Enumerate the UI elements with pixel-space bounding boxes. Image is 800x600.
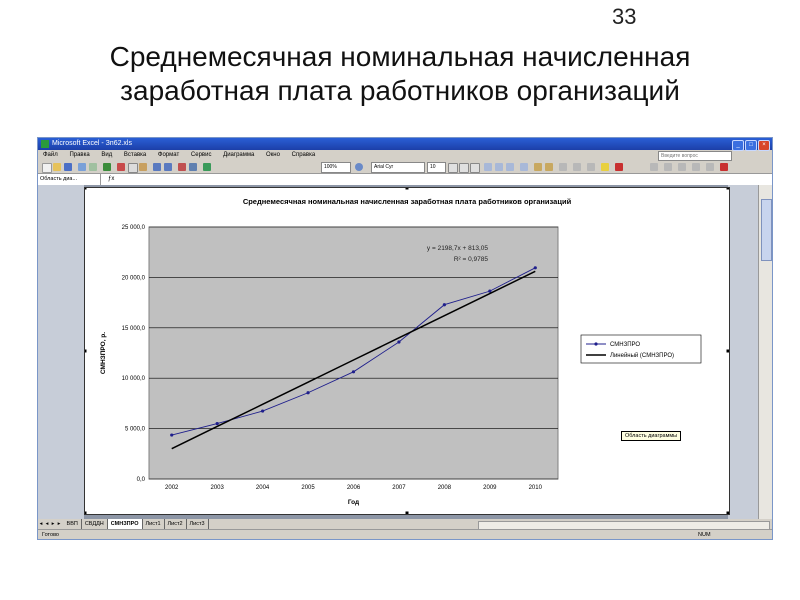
status-num: NUM	[698, 532, 711, 538]
tab-smnzpro[interactable]: СМНЗПРО	[108, 519, 143, 529]
undo-icon[interactable]	[153, 163, 161, 171]
chart-type-icon[interactable]	[650, 163, 658, 171]
data-point	[216, 422, 219, 425]
menu-file[interactable]: Файл	[43, 152, 58, 158]
x-axis-label: Год	[347, 499, 360, 506]
copy-icon[interactable]	[128, 163, 138, 173]
x-tick-label: 2002	[165, 485, 179, 491]
name-box[interactable]: Область диа...	[38, 174, 101, 185]
fx-icon[interactable]: ƒx	[108, 176, 115, 182]
currency-icon[interactable]	[534, 163, 542, 171]
excel-app-icon	[41, 140, 49, 148]
selection-handle	[85, 512, 87, 515]
chart-options-icon[interactable]	[720, 163, 728, 171]
font-name-select[interactable]: Arial Cyr	[371, 162, 425, 173]
window-title: Microsoft Excel - Зп62.xls	[52, 140, 132, 147]
x-tick-label: 2005	[301, 485, 315, 491]
excel-window	[37, 137, 773, 540]
chart-title: Среднемесячная номинальная начисленная заработная плата работников организаций	[242, 197, 572, 206]
help-icon[interactable]	[355, 163, 363, 171]
menu-format[interactable]: Формат	[157, 152, 180, 158]
zoom-select[interactable]: 100%	[321, 162, 351, 173]
legend-icon[interactable]	[664, 163, 672, 171]
legend-label-smnzpro: СМНЗПРО	[610, 342, 641, 348]
menu-bar	[38, 150, 772, 161]
font-color-icon[interactable]	[615, 163, 623, 171]
left-margin	[38, 185, 84, 519]
last-sheet-icon[interactable]: ▸	[57, 521, 61, 527]
data-point	[443, 303, 446, 306]
tab-list3[interactable]: Лист3	[187, 519, 209, 529]
maximize-button[interactable]: □	[745, 140, 757, 151]
x-tick-label: 2004	[255, 485, 270, 491]
slide-title: Среднемесячная номинальная начисленная заработная плата работников организаций	[109, 41, 691, 106]
decimal-icon[interactable]	[559, 163, 567, 171]
chart-area[interactable]	[84, 187, 730, 515]
by-row-icon[interactable]	[692, 163, 700, 171]
fill-color-icon[interactable]	[601, 163, 609, 171]
selection-handle	[85, 188, 87, 190]
indent-icon[interactable]	[573, 163, 581, 171]
y-tick-label: 20 000,0	[121, 275, 145, 282]
chart-area-tooltip: Область диаграммы	[621, 431, 681, 441]
tab-list1[interactable]: Лист1	[143, 519, 165, 529]
borders-icon[interactable]	[587, 163, 595, 171]
menu-view[interactable]: Вид	[101, 152, 113, 158]
y-tick-label: 0,0	[136, 477, 145, 483]
x-tick-label: 2003	[210, 485, 224, 491]
status-bar	[38, 529, 772, 540]
data-point	[352, 370, 355, 373]
data-table-icon[interactable]	[678, 163, 686, 171]
align-left-icon[interactable]	[484, 163, 492, 171]
prev-sheet-icon[interactable]: ◂	[45, 521, 49, 527]
status-ready: Готово	[42, 532, 59, 538]
help-search-input[interactable]: Введите вопрос	[658, 151, 732, 161]
align-center-icon[interactable]	[495, 163, 503, 171]
data-point	[170, 433, 173, 436]
selection-handle	[406, 512, 409, 515]
y-axis-label: СМНЗПРО, р.	[100, 331, 107, 375]
align-right-icon[interactable]	[506, 163, 514, 171]
preview-icon[interactable]	[89, 163, 97, 171]
tab-svddn[interactable]: СВДДН	[82, 519, 108, 529]
save-icon[interactable]	[64, 163, 72, 171]
first-sheet-icon[interactable]: ◂	[39, 521, 43, 527]
chart-svg[interactable]	[85, 188, 729, 514]
merge-icon[interactable]	[520, 163, 528, 171]
percent-icon[interactable]	[545, 163, 553, 171]
underline-icon[interactable]	[470, 163, 480, 173]
selection-handle	[727, 350, 730, 353]
new-icon[interactable]	[42, 163, 52, 173]
x-tick-label: 2010	[528, 485, 542, 491]
open-icon[interactable]	[53, 163, 61, 171]
font-size-select[interactable]: 10	[427, 162, 446, 173]
legend-marker-smnzpro	[594, 342, 597, 345]
selection-handle	[727, 188, 730, 190]
trendline-equation: y = 2198,7x + 813,05	[426, 245, 488, 252]
x-tick-label: 2008	[437, 485, 452, 491]
plot-area	[149, 227, 558, 479]
sort-icon[interactable]	[189, 163, 197, 171]
x-tick-label: 2007	[392, 485, 406, 491]
menu-window[interactable]: Окно	[266, 152, 280, 158]
next-sheet-icon[interactable]: ▸	[51, 521, 55, 527]
data-point	[534, 266, 537, 269]
sheet-tabs-bar	[38, 519, 772, 529]
right-margin	[728, 185, 758, 519]
paste-icon[interactable]	[139, 163, 147, 171]
toolbar	[38, 161, 772, 173]
y-tick-label: 25 000,0	[121, 225, 145, 231]
title-bar	[38, 138, 772, 150]
tab-list2[interactable]: Лист2	[165, 519, 187, 529]
menu-edit[interactable]: Правка	[69, 152, 90, 158]
minimize-button[interactable]: _	[732, 140, 744, 151]
spelling-icon[interactable]	[103, 163, 111, 171]
vertical-scrollbar[interactable]	[758, 185, 773, 519]
legend-label-trend: Линейный (СМНЗПРО)	[610, 353, 675, 359]
selection-handle	[406, 188, 409, 190]
y-tick-label: 15 000,0	[121, 325, 145, 332]
tab-vvp[interactable]: ВВП	[64, 519, 82, 529]
italic-icon[interactable]	[459, 163, 469, 173]
scroll-thumb[interactable]	[761, 199, 772, 261]
sum-icon[interactable]	[178, 163, 186, 171]
selection-handle	[85, 350, 87, 353]
by-column-icon[interactable]	[706, 163, 714, 171]
bold-icon[interactable]	[448, 163, 458, 173]
slide-number: 33	[612, 4, 637, 29]
y-tick-label: 10 000,0	[121, 376, 145, 383]
menu-tools[interactable]: Сервис	[190, 152, 212, 158]
sheet-area	[38, 185, 772, 519]
y-tick-label: 5 000,0	[124, 426, 145, 433]
print-icon[interactable]	[78, 163, 86, 171]
x-tick-label: 2009	[483, 485, 497, 491]
close-button[interactable]: ×	[758, 140, 770, 151]
cut-icon[interactable]	[117, 163, 125, 171]
data-point	[397, 340, 400, 343]
data-point	[261, 409, 264, 412]
trendline-r2: R² = 0,9785	[453, 256, 488, 263]
redo-icon[interactable]	[164, 163, 172, 171]
menu-help[interactable]: Справка	[291, 152, 316, 158]
data-point	[306, 391, 309, 394]
x-tick-label: 2006	[346, 485, 361, 491]
menu-insert[interactable]: Вставка	[123, 152, 147, 158]
chart-wizard-icon[interactable]	[203, 163, 211, 171]
menu-chart[interactable]: Диаграмма	[223, 152, 255, 158]
selection-handle	[727, 512, 730, 515]
